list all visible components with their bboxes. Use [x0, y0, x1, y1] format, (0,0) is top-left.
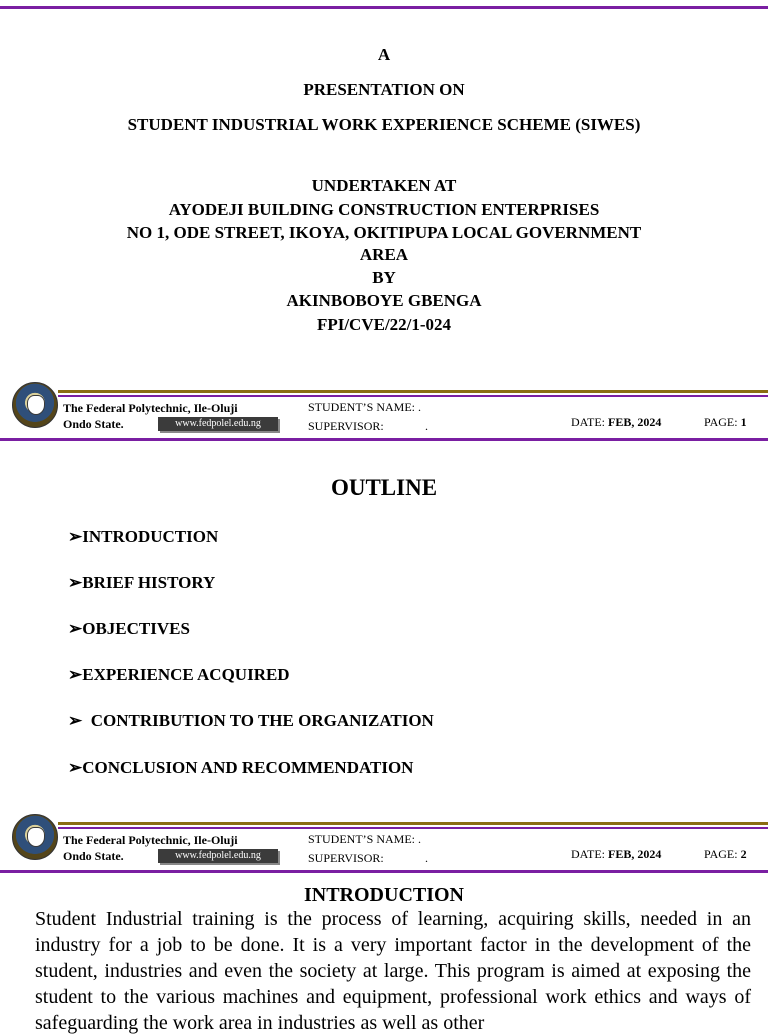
slide-footer: [0, 382, 768, 444]
institution-url: www.fedpolel.edu.ng: [158, 417, 278, 431]
institution-url: www.fedpolel.edu.ng: [158, 849, 278, 863]
institution-name: The Federal Polytechnic, Ile-Oluji: [63, 833, 238, 847]
slide1-company: AYODEJI BUILDING CONSTRUCTION ENTERPRISES: [168, 200, 600, 219]
slide1-scheme: STUDENT INDUSTRIAL WORK EXPERIENCE SCHEME (SIWES): [127, 115, 641, 134]
footer-gold-rule: [58, 390, 768, 393]
student-name-label: STUDENT’S NAME: .: [308, 400, 421, 414]
outline-item: ➢EXPERIENCE ACQUIRED: [68, 665, 290, 684]
page-field: [704, 415, 747, 430]
outline-item: ➢CONCLUSION AND RECOMMENDATION: [68, 758, 414, 777]
top-divider: [0, 6, 768, 9]
date-field: [571, 415, 661, 430]
institution-state: Ondo State.: [63, 849, 124, 863]
slide1-by: BY: [372, 268, 396, 287]
date-label: DATE:: [571, 415, 605, 429]
polytechnic-logo-icon: [12, 814, 58, 860]
footer-purple-rule: [58, 395, 768, 397]
footer-bottom-rule: [0, 438, 768, 441]
student-name-label: STUDENT’S NAME: .: [308, 832, 421, 846]
supervisor-label: SUPERVISOR:: [308, 419, 384, 433]
slide1-student: AKINBOBOYE GBENGA: [286, 291, 482, 310]
intro-title: INTRODUCTION: [303, 884, 465, 906]
page-field: [704, 847, 747, 862]
slide1-address-line2: AREA: [359, 245, 409, 264]
slide1-address-line1: NO 1, ODE STREET, IKOYA, OKITIPUPA LOCAL GOVERNMENT: [126, 223, 642, 242]
slide-footer: [0, 814, 768, 876]
page-label: PAGE:: [704, 847, 738, 861]
outline-item: ➢ CONTRIBUTION TO THE ORGANIZATION: [68, 711, 434, 730]
institution-state: Ondo State.: [63, 417, 124, 431]
intro-body: Student Industrial training is the process of learning, acquiring skills, needed in an industry for a job to be done. It is a very important factor in the development of the student, industries and even the society at large. This program is aimed at exposing the student to the various machines and equipment, professional work ethics and ways of safeguarding the work area in industries as well as other: [35, 908, 751, 1034]
outline-title: OUTLINE: [330, 475, 438, 500]
date-value: FEB, 2024: [608, 415, 662, 429]
slide1-undertaken-at: UNDERTAKEN AT: [311, 176, 457, 195]
outline-item: ➢INTRODUCTION: [68, 527, 219, 546]
supervisor-value: .: [425, 851, 428, 865]
outline-item: ➢OBJECTIVES: [68, 619, 190, 638]
footer-purple-rule: [58, 827, 768, 829]
page-number: 2: [740, 847, 747, 861]
institution-name: The Federal Polytechnic, Ile-Oluji: [63, 401, 238, 415]
slide1-presentation-on: PRESENTATION ON: [303, 80, 465, 99]
supervisor-value: .: [425, 419, 428, 433]
page-label: PAGE:: [704, 415, 738, 429]
slide1-a: A: [377, 45, 391, 64]
date-field: [571, 847, 661, 862]
polytechnic-logo-icon: [12, 382, 58, 428]
slide1-matric: FPI/CVE/22/1-024: [316, 315, 452, 334]
page-number: 1: [740, 415, 747, 429]
supervisor-label: SUPERVISOR:: [308, 851, 384, 865]
footer-bottom-rule: [0, 870, 768, 873]
footer-gold-rule: [58, 822, 768, 825]
date-label: DATE:: [571, 847, 605, 861]
outline-item: ➢BRIEF HISTORY: [68, 573, 216, 592]
date-value: FEB, 2024: [608, 847, 662, 861]
